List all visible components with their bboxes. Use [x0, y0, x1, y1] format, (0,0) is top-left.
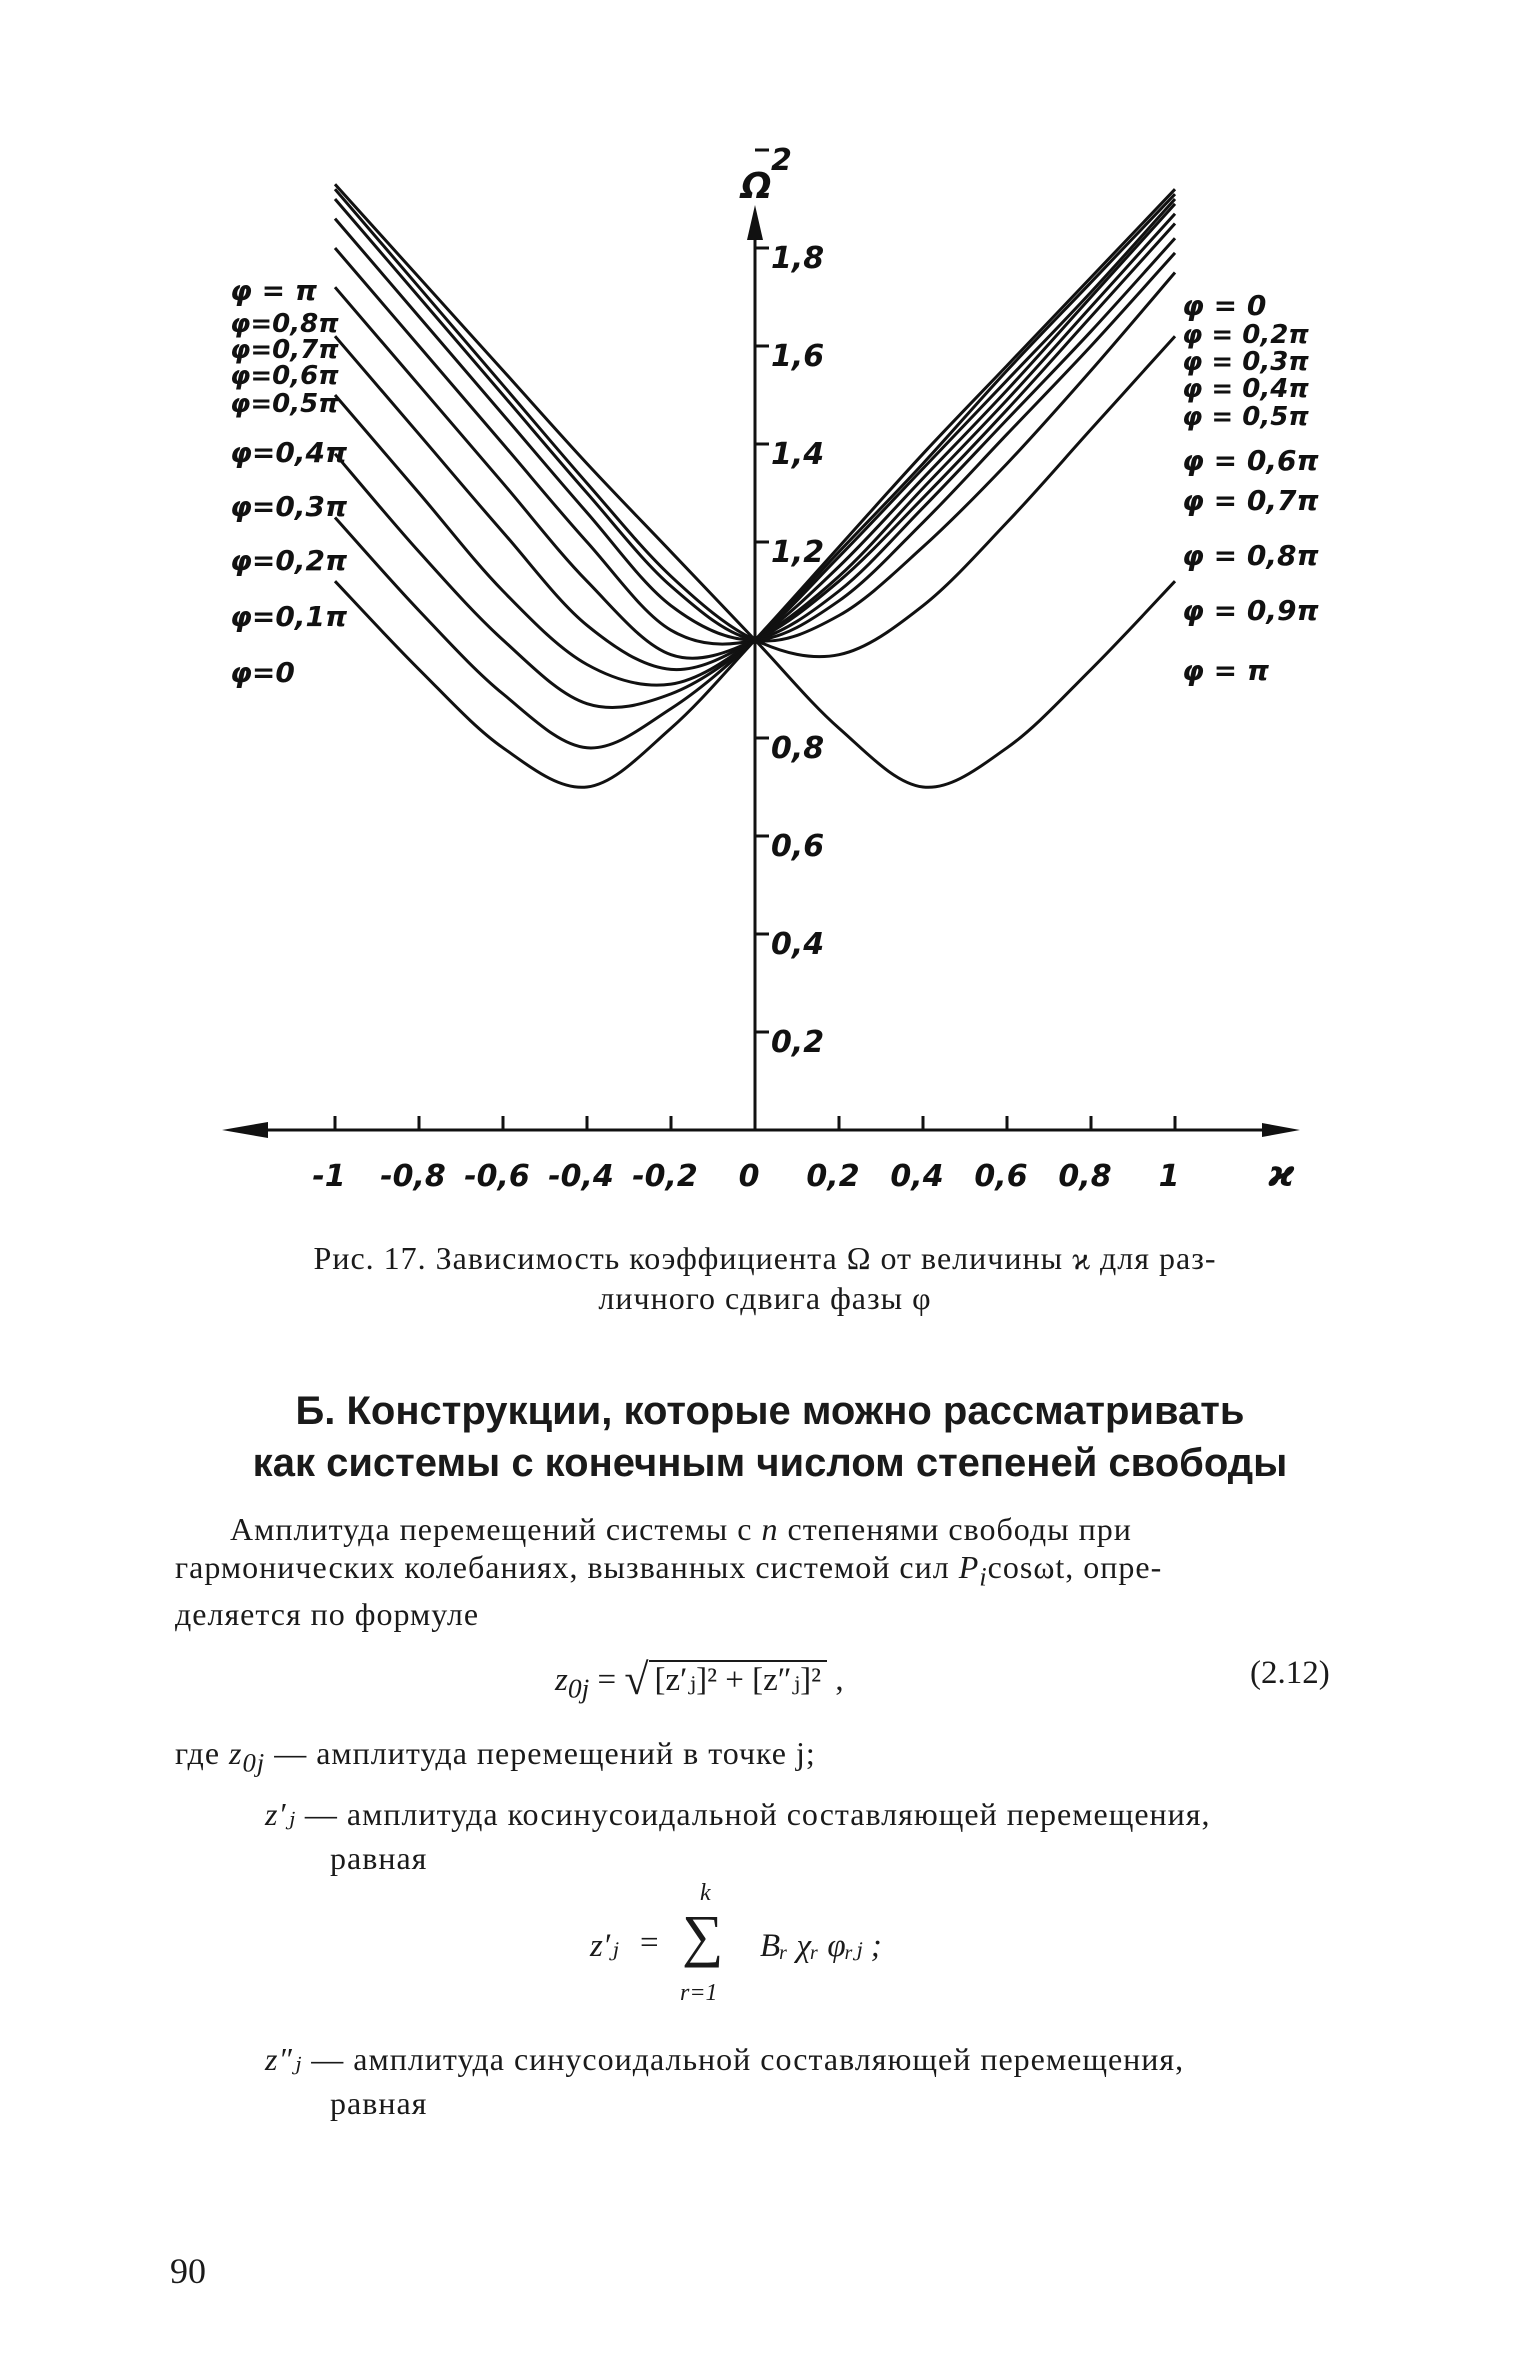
x-axis-arrow-right	[1262, 1123, 1300, 1137]
right-legend-3: φ = 0,4π	[1182, 374, 1309, 404]
left-legend-0: φ = π	[230, 274, 318, 307]
x-tick-label-10: 1	[1158, 1159, 1180, 1194]
left-legend-3: φ=0,6π	[230, 361, 339, 391]
eq1-comma: ,	[835, 1662, 844, 1698]
eq2-body: Bᵣ χᵣ φᵣⱼ ;	[760, 1928, 882, 1964]
eq1-equals: =	[597, 1662, 617, 1698]
section-heading	[180, 1385, 1360, 1489]
x-tick-label-5: 0	[738, 1159, 760, 1194]
x-tick-label-4: -0,2	[632, 1159, 698, 1194]
y-tick-label-6: 0,6	[771, 829, 825, 864]
heading-line-1: Б. Конструкции, которые можно рассматривать	[295, 1389, 1245, 1433]
sqrt-sign: √	[624, 1655, 649, 1704]
right-legend-8: φ = 0,9π	[1182, 594, 1319, 627]
equation-2-12: $z_{0j}$ = √ [z′ⱼ]² + [z″ⱼ]² ,	[555, 1655, 844, 1704]
y-tick-label-5: 0,8	[771, 731, 825, 766]
y-tick-label-3: 1,4	[771, 437, 825, 472]
right-legend-2: φ = 0,3π	[1182, 347, 1309, 377]
y-tick-label-4: 1,2	[771, 535, 825, 570]
figure-caption	[200, 1238, 1330, 1318]
left-legend-4: φ=0,5π	[230, 389, 339, 419]
right-legend-7: φ = 0,8π	[1182, 539, 1319, 572]
x-tick-label-6: 0,2	[806, 1159, 860, 1194]
x-tick-label-0: -1	[312, 1159, 346, 1194]
left-legend-5: φ=0,4π	[230, 436, 348, 469]
left-legend-9: φ=0	[230, 656, 295, 689]
y-tick-label-8: 0,2	[771, 1025, 825, 1060]
sum-top: k	[700, 1880, 711, 1906]
sum-sign: ∑	[682, 1903, 724, 1968]
right-legend-5: φ = 0,6π	[1182, 444, 1319, 477]
sum-bottom: r=1	[680, 1980, 718, 2006]
right-legend-4: φ = 0,5π	[1182, 402, 1309, 432]
x-tick-label-3: -0,4	[548, 1159, 614, 1194]
y-axis-arrow	[747, 205, 763, 240]
definition-2: z′ⱼ — амплитуда косинусоидальной составляющей перемещения,	[265, 1796, 1211, 1832]
left-legend-1: φ=0,8π	[230, 309, 339, 339]
x-tick-label-1: -0,8	[380, 1159, 446, 1194]
definition-3: z″ⱼ — амплитуда синусоидальной составляющей перемещения,	[265, 2041, 1185, 2077]
y-axis-title: Ω	[741, 166, 772, 207]
x-tick-label-7: 0,4	[890, 1159, 944, 1194]
left-legend-8: φ=0,1π	[230, 600, 348, 633]
para-line-2: гармонических колебаниях, вызванных системой сил $P_i\cos\omega t$, опре-	[175, 1549, 1163, 1592]
y-tick-label-0: 2	[771, 143, 792, 178]
heading-line-2: как системы с конечным числом степеней свободы	[252, 1441, 1288, 1485]
x-axis-title: ϰ	[1268, 1154, 1295, 1195]
definition-3-cont: равная	[330, 2085, 428, 2121]
chart-labels	[230, 143, 1319, 1195]
body-paragraph	[175, 1510, 1350, 1633]
left-legend-7: φ=0,2π	[230, 544, 348, 577]
y-tick-label-2: 1,6	[771, 339, 825, 374]
equation-number: (2.12)	[1250, 1655, 1330, 1691]
page-number: 90	[170, 2251, 206, 2291]
x-tick-label-9: 0,8	[1058, 1159, 1112, 1194]
equation-z-prime	[590, 1880, 990, 2010]
eq2-equals: =	[640, 1925, 659, 1961]
right-legend-1: φ = 0,2π	[1182, 320, 1309, 350]
right-legend-0: φ = 0	[1182, 289, 1267, 322]
definition-1: где $z_{0j}$ — амплитуда перемещений в точке j;	[175, 1735, 816, 1778]
y-tick-label-7: 0,4	[771, 927, 825, 962]
eq2-lhs: z′ⱼ	[590, 1928, 619, 1964]
x-tick-label-8: 0,6	[974, 1159, 1028, 1194]
caption-line-1: Рис. 17. Зависимость коэффициента Ω от величины ϰ для раз-	[313, 1240, 1217, 1276]
eq1-lhs: z	[555, 1662, 568, 1698]
x-axis-arrow-left	[222, 1122, 268, 1138]
para-line-3: деляется по формуле	[175, 1596, 480, 1633]
para-line-1: Амплитуда перемещений системы с n степенями свободы при	[230, 1511, 1132, 1547]
left-legend-6: φ=0,3π	[230, 490, 348, 523]
eq1-radicand: [z′ⱼ]² + [z″ⱼ]²	[649, 1660, 828, 1698]
definition-2-cont: равная	[330, 1840, 428, 1876]
y-tick-label-1: 1,8	[771, 241, 825, 276]
caption-line-2: личного сдвига фазы φ	[598, 1280, 932, 1316]
x-tick-label-2: -0,6	[464, 1159, 530, 1194]
right-legend-9: φ = π	[1182, 654, 1270, 687]
left-legend-2: φ=0,7π	[230, 335, 339, 365]
right-legend-6: φ = 0,7π	[1182, 484, 1319, 517]
